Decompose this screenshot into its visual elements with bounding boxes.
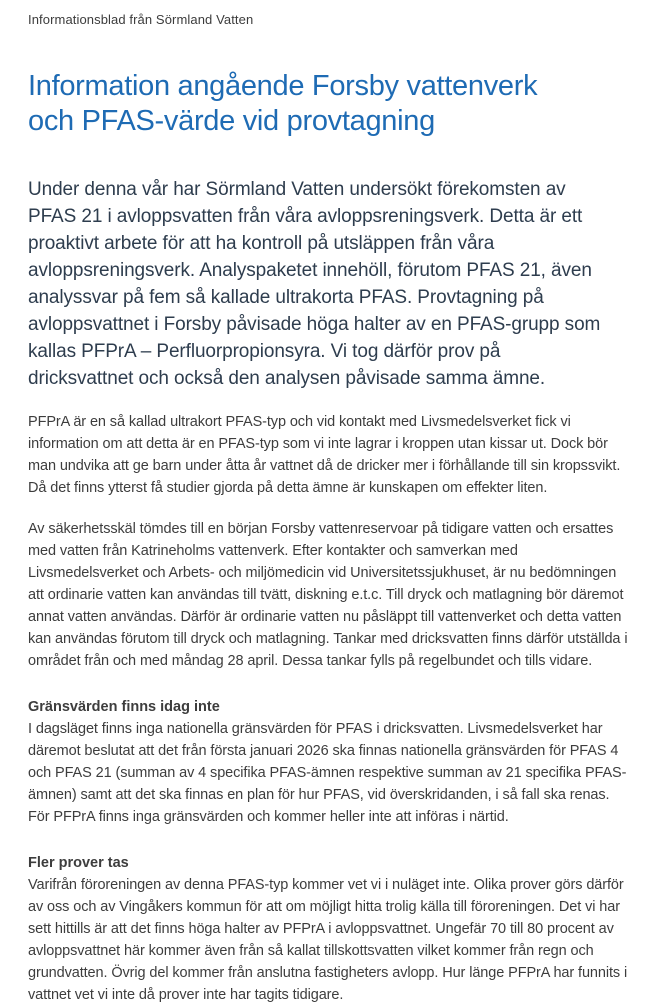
section-body-more-samples: Varifrån föroreningen av denna PFAS-typ kommer vet vi i nuläget inte. Olika prover görs därför av oss och av Vingåkers kommun för att om möjligt hitta trolig källa till föroreningen. Det vi har sett hittills är att det finns höga halter av PFPrA i avloppsvattnet. Ungefär 70 till 80 procent av avloppsvattnet här kommer även från så kallat tillskottsvatten vilket kommer från regn och grundvatten. Övrig del kommer från anslutna fastigheters avlopp. Hur länge PFPrA har funnits i vattnet vet vi inte då prover inte har tagits tidigare.	[28, 877, 628, 1003]
page-title-line-2: och PFAS-värde vid provtagning	[28, 105, 435, 137]
paragraph-pfpra-info: PFPrA är en så kallad ultrakort PFAS-typ och vid kontakt med Livsmedelsverket fick vi information om att detta är en PFAS-typ som vi inte lagrar i kroppen utan kissar ut. Dock bör man undvika att ge barn under åtta år vattnet då de dricker mer i förhållande till sin kropssvikt. Då det finns ytterst få studier gjorda på detta ämne är kunskapen om effekter liten.	[28, 414, 621, 496]
section-more-samples	[28, 852, 631, 1006]
section-heading-limit-values: Gränsvärden finns idag inte	[28, 699, 220, 715]
section-heading-more-samples: Fler prover tas	[28, 855, 129, 871]
page-title	[28, 69, 628, 139]
section-body-limit-values: I dagsläget finns inga nationella gränsvärden för PFAS i dricksvatten. Livsmedelsverket har däremot beslutat att det från första januari 2026 ska finnas nationella gränsvärden för PFAS 4 och PFAS 21 (summan av 4 specifika PFAS-ämnen respektive summan av 21 specifika PFAS-ämnen) samt att det ska finnas en plan för hur PFAS, vid överskridanden, i så fall ska renas. För PFPrA finns inga gränsvärden och kommer heller inte att införas i närtid.	[28, 721, 627, 825]
lead-paragraph: Under denna vår har Sörmland Vatten undersökt förekomsten av PFAS 21 i avloppsvatten från våra avloppsreningsverk. Detta är ett proaktivt arbete för att ha kontroll på utsläppen från våra avloppsreningsverk. Analyspaketet innehöll, förutom PFAS 21, även analyssvar på fem så kallade ultrakorta PFAS. Provtagning på avloppsvattnet i Forsby påvisade höga halter av en PFAS-grupp som kallas PFPrA – Perfluorpropionsyra. Vi tog därför prov på dricksvattnet och också den analysen påvisade samma ämne.	[28, 179, 601, 389]
section-limit-values	[28, 696, 631, 828]
document-kicker: Informationsblad från Sörmland Vatten	[28, 12, 254, 27]
paragraph-safety-measures: Av säkerhetsskäl tömdes till en början Forsby vattenreservoar på tidigare vatten och ersattes med vatten från Katrineholms vattenverk. Efter kontakter och samverkan med Livsmedelsverket och Arbets- och miljömedicin vid Universitetssjukhuset, är nu bedömningen att ordinarie vatten kan användas till tvätt, diskning e.t.c. Till dryck och matlagning bör däremot annat vatten användas. Därför är ordinarie vatten nu påsläppt till vattenverket och detta vatten kan användas förutom till dryck och matlagning. Tankar med dricksvatten finns därför utställda i området från och med måndag 28 april. Dessa tankar fylls på regelbundet och tills vidare.	[28, 521, 628, 669]
page-title-line-1: Information angående Forsby vattenverk	[28, 70, 538, 102]
